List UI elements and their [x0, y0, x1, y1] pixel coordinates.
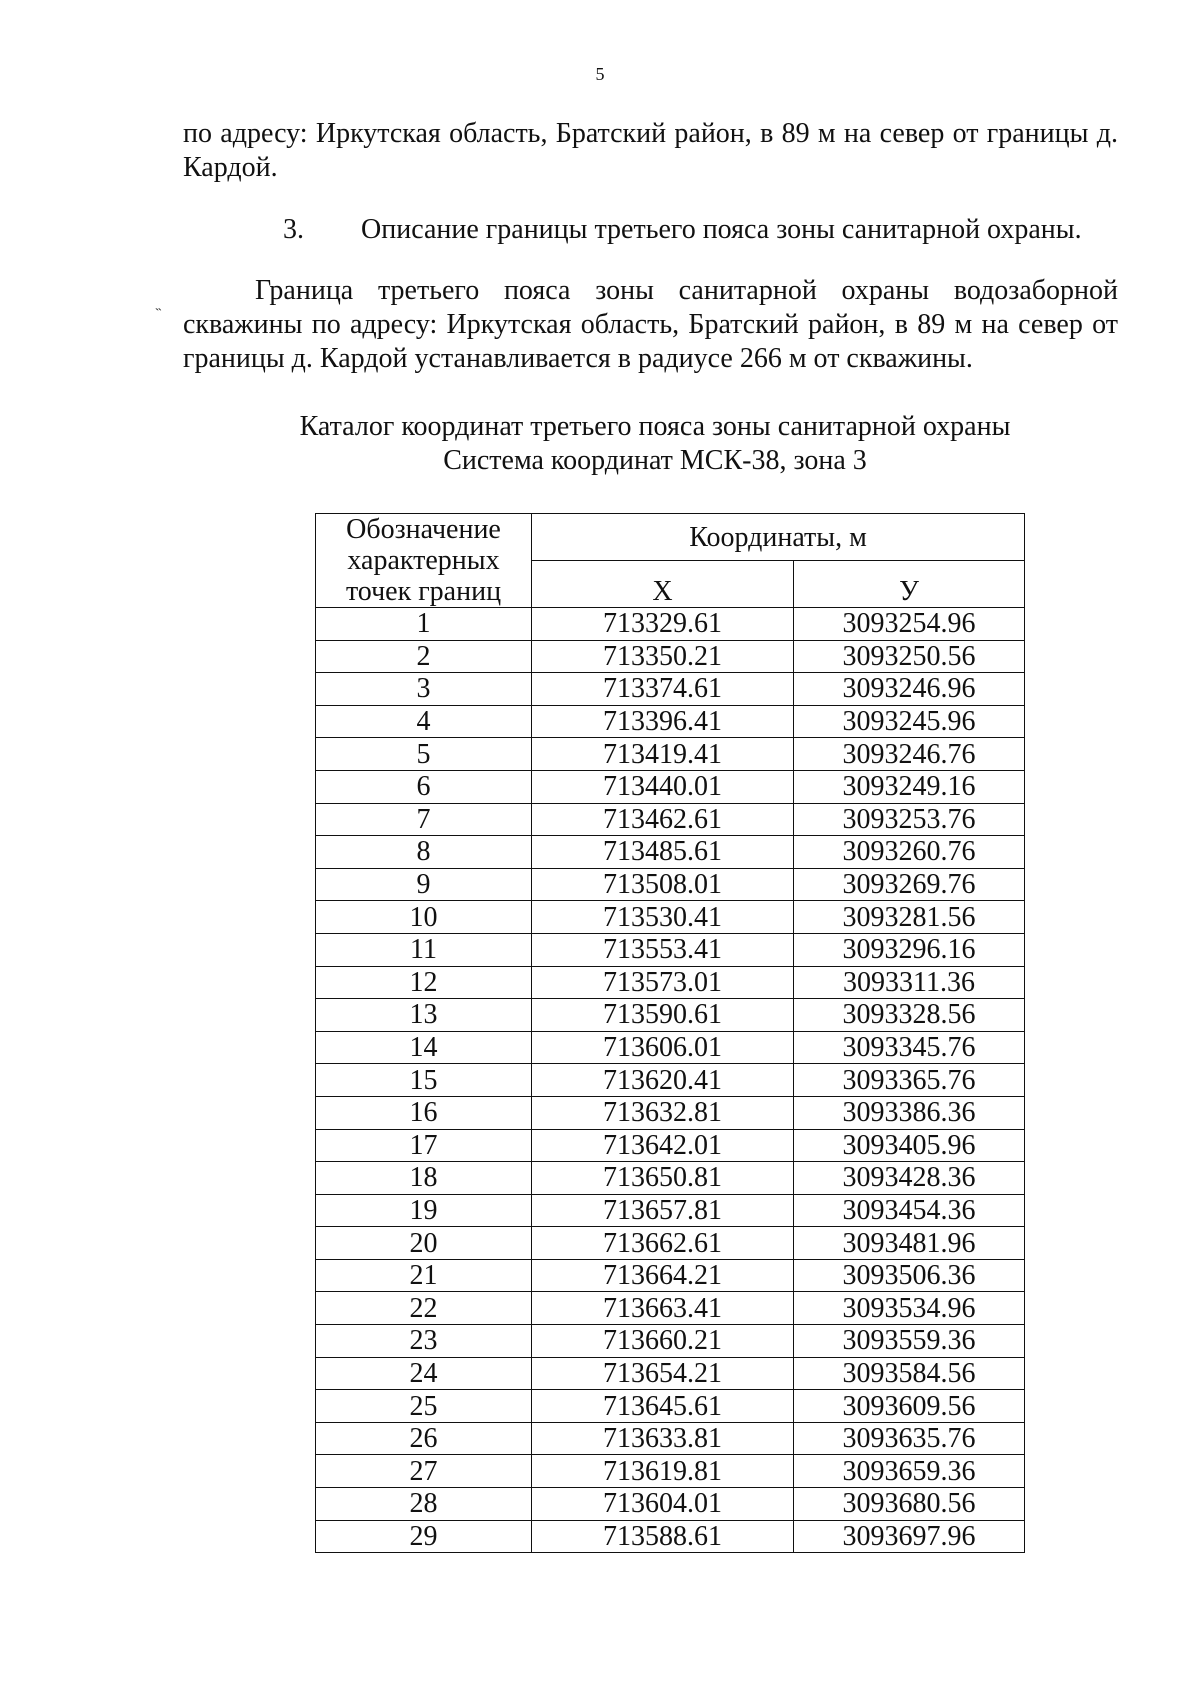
header-coordinates: Координаты, м: [532, 514, 1025, 561]
y-coordinate-cell: 3093584.56: [794, 1357, 1025, 1390]
point-number-cell: 17: [316, 1129, 532, 1162]
y-coordinate-cell: 3093386.36: [794, 1096, 1025, 1129]
x-coordinate-cell: 713650.81: [532, 1162, 794, 1195]
x-coordinate-cell: 713633.81: [532, 1422, 794, 1455]
table-row: [316, 1520, 1025, 1553]
table-row: [316, 608, 1025, 641]
y-coordinate-cell: 3093250.56: [794, 640, 1025, 673]
x-coordinate-cell: 713657.81: [532, 1194, 794, 1227]
y-coordinate-cell: 3093454.36: [794, 1194, 1025, 1227]
x-coordinate-cell: 713642.01: [532, 1129, 794, 1162]
table-row: [316, 1259, 1025, 1292]
table-row: [316, 1325, 1025, 1358]
point-number-cell: 21: [316, 1259, 532, 1292]
y-coordinate-cell: 3093328.56: [794, 999, 1025, 1032]
x-coordinate-cell: 713662.61: [532, 1227, 794, 1260]
y-coordinate-cell: 3093365.76: [794, 1064, 1025, 1097]
x-coordinate-cell: 713350.21: [532, 640, 794, 673]
y-coordinate-cell: 3093245.96: [794, 705, 1025, 738]
point-number-cell: 1: [316, 608, 532, 641]
x-coordinate-cell: 713604.01: [532, 1488, 794, 1521]
table-row: [316, 1455, 1025, 1488]
table-row: [316, 1096, 1025, 1129]
x-coordinate-cell: 713663.41: [532, 1292, 794, 1325]
y-coordinate-cell: 3093311.36: [794, 966, 1025, 999]
x-coordinate-cell: 713645.61: [532, 1390, 794, 1423]
x-coordinate-cell: 713588.61: [532, 1520, 794, 1553]
point-number-cell: 2: [316, 640, 532, 673]
y-coordinate-cell: 3093254.96: [794, 608, 1025, 641]
point-number-cell: 12: [316, 966, 532, 999]
section-number: 3.: [283, 214, 304, 245]
point-number-cell: 20: [316, 1227, 532, 1260]
y-coordinate-cell: 3093296.16: [794, 933, 1025, 966]
x-coordinate-cell: 713632.81: [532, 1096, 794, 1129]
stray-mark: ˵: [156, 301, 161, 316]
boundary-paragraph: Граница третьего пояса зоны санитарной охраны водозаборной скважины по адресу: Иркутская область, Братский район, в 89 м на север от границы д. Кардой устанавливается в радиусе 266 м от скважины.: [183, 275, 1118, 374]
table-row: [316, 1129, 1025, 1162]
y-coordinate-cell: 3093659.36: [794, 1455, 1025, 1488]
table-row: [316, 1488, 1025, 1521]
y-coordinate-cell: 3093635.76: [794, 1422, 1025, 1455]
x-coordinate-cell: 713664.21: [532, 1259, 794, 1292]
x-coordinate-cell: 713553.41: [532, 933, 794, 966]
coordinates-table: [315, 513, 1025, 1553]
y-coordinate-cell: 3093260.76: [794, 836, 1025, 869]
table-row: [316, 901, 1025, 934]
point-number-cell: 16: [316, 1096, 532, 1129]
x-coordinate-cell: 713419.41: [532, 738, 794, 771]
y-coordinate-cell: 3093481.96: [794, 1227, 1025, 1260]
section-heading: [283, 213, 1082, 247]
point-number-cell: 7: [316, 803, 532, 836]
y-coordinate-cell: 3093506.36: [794, 1259, 1025, 1292]
y-coordinate-cell: 3093697.96: [794, 1520, 1025, 1553]
x-coordinate-cell: 713329.61: [532, 608, 794, 641]
point-number-cell: 5: [316, 738, 532, 771]
table-row: [316, 803, 1025, 836]
point-number-cell: 22: [316, 1292, 532, 1325]
x-coordinate-cell: 713620.41: [532, 1064, 794, 1097]
x-coordinate-cell: 713530.41: [532, 901, 794, 934]
x-coordinate-cell: 713654.21: [532, 1357, 794, 1390]
table-row: [316, 1292, 1025, 1325]
point-number-cell: 24: [316, 1357, 532, 1390]
point-number-cell: 19: [316, 1194, 532, 1227]
x-coordinate-cell: 713590.61: [532, 999, 794, 1032]
table-row: [316, 1064, 1025, 1097]
catalog-title-line-1: Каталог координат третьего пояса зоны санитарной охраны: [299, 411, 1011, 442]
page-number: 5: [595, 64, 605, 84]
y-coordinate-cell: 3093534.96: [794, 1292, 1025, 1325]
table-row: [316, 738, 1025, 771]
point-number-cell: 27: [316, 1455, 532, 1488]
table-row: [316, 770, 1025, 803]
point-number-cell: 28: [316, 1488, 532, 1521]
y-coordinate-cell: 3093345.76: [794, 1031, 1025, 1064]
header-x: X: [532, 561, 794, 608]
catalog-title: [0, 410, 1200, 478]
point-number-cell: 29: [316, 1520, 532, 1553]
point-number-cell: 9: [316, 868, 532, 901]
point-number-cell: 14: [316, 1031, 532, 1064]
table-row: [316, 966, 1025, 999]
table-row: [316, 1390, 1025, 1423]
intro-paragraph: по адресу: Иркутская область, Братский район, в 89 м на север от границы д. Кардой.: [183, 118, 1118, 183]
point-number-cell: 25: [316, 1390, 532, 1423]
x-coordinate-cell: 713440.01: [532, 770, 794, 803]
table-row: [316, 868, 1025, 901]
table-row: [316, 1194, 1025, 1227]
x-coordinate-cell: 713660.21: [532, 1325, 794, 1358]
table-row: [316, 640, 1025, 673]
y-coordinate-cell: 3093253.76: [794, 803, 1025, 836]
table-row: [316, 933, 1025, 966]
header-point-designation: Обозначение характерных точек границ: [316, 514, 532, 608]
point-number-cell: 26: [316, 1422, 532, 1455]
y-coordinate-cell: 3093405.96: [794, 1129, 1025, 1162]
x-coordinate-cell: 713606.01: [532, 1031, 794, 1064]
point-number-cell: 4: [316, 705, 532, 738]
table-row: [316, 1031, 1025, 1064]
y-coordinate-cell: 3093249.16: [794, 770, 1025, 803]
point-number-cell: 10: [316, 901, 532, 934]
point-number-cell: 18: [316, 1162, 532, 1195]
point-number-cell: 11: [316, 933, 532, 966]
table-row: [316, 836, 1025, 869]
table-row: [316, 1162, 1025, 1195]
table-row: [316, 1422, 1025, 1455]
point-number-cell: 13: [316, 999, 532, 1032]
point-number-cell: 8: [316, 836, 532, 869]
x-coordinate-cell: 713508.01: [532, 868, 794, 901]
x-coordinate-cell: 713462.61: [532, 803, 794, 836]
header-y: У: [794, 561, 1025, 608]
table-row: [316, 999, 1025, 1032]
table-row: [316, 673, 1025, 706]
y-coordinate-cell: 3093246.96: [794, 673, 1025, 706]
y-coordinate-cell: 3093680.56: [794, 1488, 1025, 1521]
table-row: [316, 1357, 1025, 1390]
coordinates-table-body: [316, 608, 1025, 1553]
table-row: [316, 1227, 1025, 1260]
point-number-cell: 6: [316, 770, 532, 803]
table-row: [316, 705, 1025, 738]
point-number-cell: 23: [316, 1325, 532, 1358]
point-number-cell: 3: [316, 673, 532, 706]
y-coordinate-cell: 3093246.76: [794, 738, 1025, 771]
section-title: Описание границы третьего пояса зоны санитарной охраны.: [361, 214, 1082, 245]
catalog-title-line-2: Система координат МСК-38, зона 3: [443, 445, 867, 476]
y-coordinate-cell: 3093609.56: [794, 1390, 1025, 1423]
y-coordinate-cell: 3093428.36: [794, 1162, 1025, 1195]
point-number-cell: 15: [316, 1064, 532, 1097]
x-coordinate-cell: 713619.81: [532, 1455, 794, 1488]
y-coordinate-cell: 3093559.36: [794, 1325, 1025, 1358]
x-coordinate-cell: 713396.41: [532, 705, 794, 738]
x-coordinate-cell: 713485.61: [532, 836, 794, 869]
x-coordinate-cell: 713573.01: [532, 966, 794, 999]
y-coordinate-cell: 3093281.56: [794, 901, 1025, 934]
y-coordinate-cell: 3093269.76: [794, 868, 1025, 901]
x-coordinate-cell: 713374.61: [532, 673, 794, 706]
